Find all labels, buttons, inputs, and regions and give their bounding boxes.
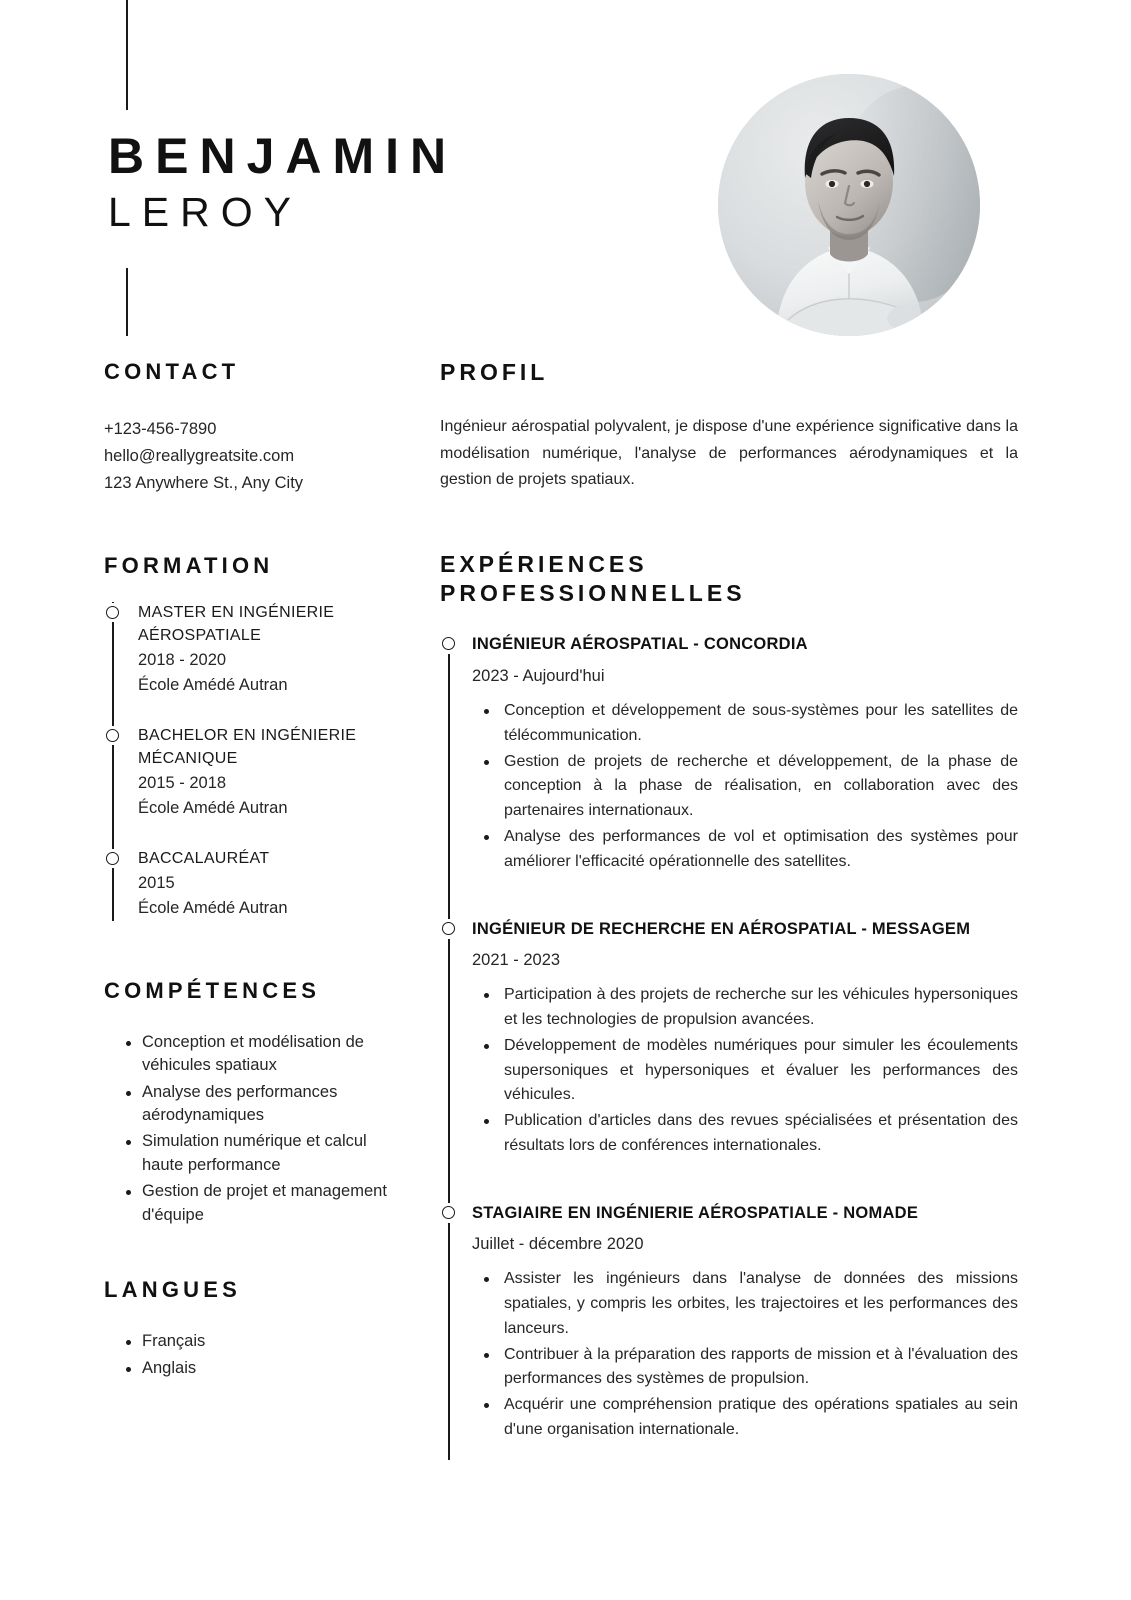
contact-address: 123 Anywhere St., Any City [104, 473, 304, 492]
langues-list [104, 1330, 404, 1380]
list-item: Participation à des projets de recherche sur les véhicules hypersoniques et les technologies de propulsion avancées. [504, 983, 1018, 1033]
sidebar-column [104, 358, 404, 1383]
avatar [718, 74, 980, 336]
spacer [104, 496, 404, 552]
list-item: Conception et développement de sous-systèmes pour les satellites de télécommunication. [504, 699, 1018, 749]
spacer [104, 1230, 404, 1276]
spacer [440, 494, 1018, 550]
list-item: Analyse des performances de vol et optimisation des systèmes pour améliorer l'efficacité opérationnelle des satellites. [504, 825, 1018, 875]
experience-title: INGÉNIEUR DE RECHERCHE EN AÉROSPATIAL - MESSAGEM [472, 919, 971, 938]
portrait-photo-icon [718, 74, 980, 336]
section-formation [104, 552, 404, 920]
list-item: Gestion de projets de recherche et développement, de la phase de conception à la phase de réalisation, en collaboration avec des partenaires internationaux. [504, 750, 1018, 824]
last-name: LEROY [108, 188, 302, 235]
education-entry [138, 848, 404, 920]
list-item: Assister les ingénieurs dans l'analyse de données des missions spatiales, y compris les orbites, les trajectoires et les performances des lanceurs. [504, 1267, 1018, 1341]
list-item: Anglais [126, 1357, 404, 1380]
main-column [440, 358, 1018, 1444]
education-title: MASTER EN INGÉNIERIE AÉROSPATIALE [138, 604, 335, 645]
education-date: 2015 [138, 874, 175, 893]
experience-bullets [472, 1267, 1018, 1443]
competences-heading: COMPÉTENCES [104, 977, 321, 1003]
resume-header [0, 0, 1131, 350]
experience-date: 2023 - Aujourd'hui [472, 666, 605, 685]
education-date: 2015 - 2018 [138, 773, 227, 792]
section-experiences [440, 550, 1018, 1443]
section-profil [440, 358, 1018, 494]
timeline-dot-icon [106, 606, 119, 619]
experience-entry [472, 919, 1018, 1159]
list-item: Français [126, 1330, 404, 1353]
experience-entry [472, 1203, 1018, 1443]
section-langues [104, 1276, 404, 1380]
timeline-dot-icon [106, 729, 119, 742]
contact-list [104, 416, 404, 496]
experiences-heading-line1: EXPÉRIENCES [440, 550, 648, 577]
experience-bullets [472, 983, 1018, 1159]
list-item: Analyse des performances aérodynamiques [126, 1081, 404, 1128]
formation-timeline [104, 602, 404, 920]
education-school: École Amédé Autran [138, 675, 288, 694]
list-item: Contribuer à la préparation des rapports de mission et à l'évaluation des performances des systèmes de propulsion. [504, 1343, 1018, 1393]
timeline-rail [112, 602, 114, 920]
formation-heading: FORMATION [104, 553, 274, 579]
education-entry [138, 725, 404, 820]
list-item: Développement de modèles numériques pour simuler les écoulements supersoniques et hypersoniques et évaluer les performances des véhicules. [504, 1034, 1018, 1108]
education-entry [138, 602, 404, 697]
experience-timeline [440, 634, 1018, 1442]
experience-entry [472, 634, 1018, 874]
experiences-heading-line2: PROFESSIONNELLES [440, 580, 746, 607]
timeline-dot-icon [442, 637, 455, 650]
timeline-dot-icon [106, 852, 119, 865]
experience-title: STAGIAIRE EN INGÉNIERIE AÉROSPATIALE - NOMADE [472, 1203, 919, 1222]
contact-heading: CONTACT [104, 359, 240, 384]
experience-title: INGÉNIEUR AÉROSPATIAL - CONCORDIA [472, 635, 808, 654]
list-item: Publication d'articles dans des revues spécialisées et présentation des résultats lors de conférences internationales. [504, 1109, 1018, 1159]
experience-bullets [472, 699, 1018, 875]
contact-email[interactable]: hello@reallygreatsite.com [104, 446, 295, 465]
langues-heading: LANGUES [104, 1277, 241, 1303]
profil-text: Ingénieur aérospatial polyvalent, je dispose d'une expérience significative dans la modélisation numérique, l'analyse de performances aérodynamiques et la gestion de projets spatiaux. [440, 418, 1018, 489]
education-date: 2018 - 2020 [138, 650, 227, 669]
education-school: École Amédé Autran [138, 898, 288, 917]
list-item: Acquérir une compréhension pratique des opérations spatiales au sein d'une organisation internationale. [504, 1393, 1018, 1443]
list-item: Conception et modélisation de véhicules spatiaux [126, 1031, 404, 1078]
education-title: BACHELOR EN INGÉNIERIE MÉCANIQUE [138, 727, 357, 768]
first-name: BENJAMIN [108, 128, 458, 184]
profil-heading: PROFIL [440, 359, 549, 385]
name-block [108, 130, 457, 240]
spacer [104, 921, 404, 977]
section-contact [104, 358, 404, 496]
timeline-dot-icon [442, 1206, 455, 1219]
experience-date: 2021 - 2023 [472, 951, 561, 970]
competences-list [104, 1031, 404, 1227]
list-item: Gestion de projet et management d'équipe [126, 1180, 404, 1227]
education-title: BACCALAURÉAT [138, 850, 270, 868]
list-item: Simulation numérique et calcul haute performance [126, 1130, 404, 1177]
experience-date: Juillet - décembre 2020 [472, 1235, 644, 1254]
contact-phone[interactable]: +123-456-7890 [104, 420, 217, 439]
education-school: École Amédé Autran [138, 798, 288, 817]
timeline-rail [448, 634, 450, 1460]
timeline-dot-icon [442, 922, 455, 935]
section-competences [104, 977, 404, 1228]
